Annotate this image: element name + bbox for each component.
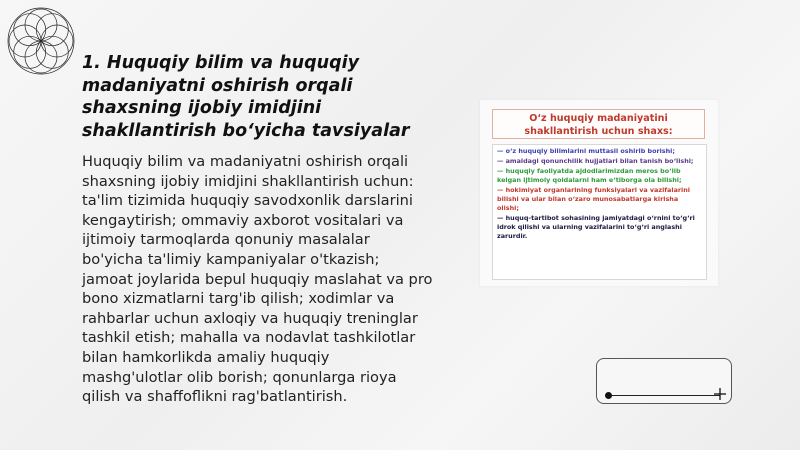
slider-widget[interactable] (596, 358, 732, 404)
slider-track[interactable] (608, 395, 720, 396)
plus-icon[interactable] (713, 387, 727, 401)
circular-ornament-icon (4, 4, 78, 78)
legal-culture-card (480, 100, 718, 286)
card-list-item: — huquq-tartibot sohasining jamiyatdagi o‘rnini to‘g‘ri idrok qilishi va ularning vazifalarini to‘g‘ri anglashi zarurdir. (497, 214, 695, 240)
slide-title: 1. Huquqiy bilim va huquqiy madaniyatni oshirish orqali shaxsning ijobiy imidjini shakllantirish bo‘yicha tavsiyalar (82, 53, 410, 141)
card-list-item: — hokimiyat organlarining funksiyalari va vazifalarini bilishi va ular bilan o‘zaro munosabatlarga kirisha olishi; (497, 186, 690, 212)
slider-handle[interactable] (605, 392, 612, 399)
card-list-item: — huquqiy faoliyatda ajdodlarimizdan meros bo‘lib kelgan ijtimoiy qoidalarni ham e‘tiborga ola bilishi; (497, 167, 682, 184)
slide-body-text: Huquqiy bilim va madaniyatni oshirish orqali shaxsning ijobiy imidjini shakllantirish uchun: ta'lim tizimida huquqiy savodxonlik darslarini kengaytirish; ommaviy axborot vositalari va ijtimoiy tarmoqlarda qonuniy masalalar bo'yicha ta'limiy kampaniyalar o'tkazish; jamoat joylarida bepul huquqiy maslahat va pro bono xizmatlarni targ'ib qilish; xodimlar va rahbarlar uchun axloqiy va huquqiy treninglar tashkil etish; mahalla va nodavlat tashkilotlar bilan hamkorlikda amaliy huquqiy mashg'ulotlar olib borish; qonunlarga rioya qilish va shaffoflikni rag'batlantirish. (82, 153, 433, 406)
card-list-item: — o‘z huquqiy bilimlarini muttasil oshirib borishi; (497, 147, 675, 155)
card-list-item: — amaldagi qonunchilik hujjatlari bilan tanish bo‘lishi; (497, 157, 694, 165)
card-list (492, 144, 707, 280)
card-title: O‘z huquqiy madaniyatini shakllantirish uchun shaxs: (492, 109, 705, 139)
